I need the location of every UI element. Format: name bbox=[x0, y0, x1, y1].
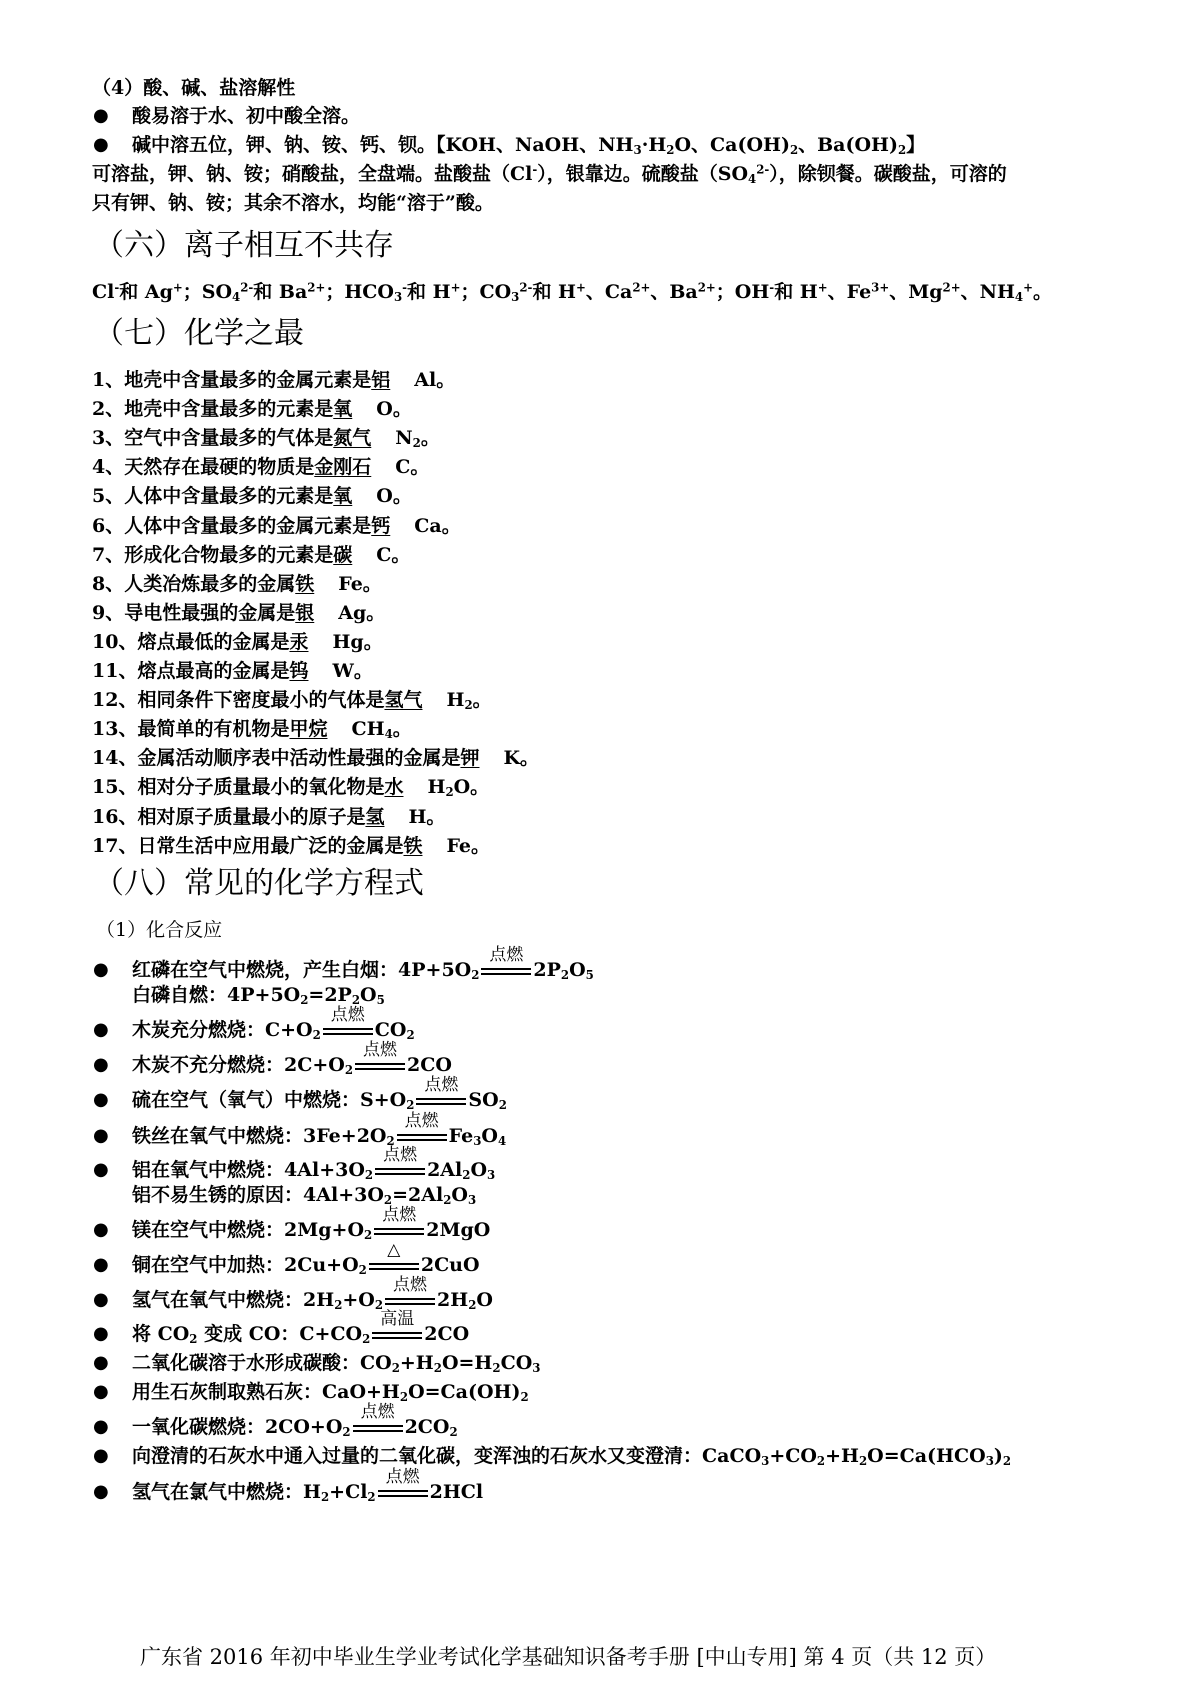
reaction-label: 氢气在氧气中燃烧： bbox=[132, 1289, 304, 1311]
reactants: $3Fe+2O_2$ bbox=[303, 1125, 395, 1148]
bullet-icon: ● bbox=[93, 1254, 109, 1275]
reaction-label: 红磷在空气中燃烧，产生白烟： bbox=[132, 959, 399, 981]
reactants: $2H_2+O_2$ bbox=[303, 1289, 384, 1312]
products: $2CO_2$ bbox=[404, 1416, 458, 1439]
reaction-label: 二氧化碳溶于水形成碳酸： bbox=[132, 1352, 361, 1374]
reaction-equation bbox=[132, 945, 594, 982]
solubility-heading: （4）酸、碱、盐溶解性 bbox=[92, 77, 296, 99]
bullet-icon: ● bbox=[93, 1481, 109, 1502]
bullet-icon: ● bbox=[93, 1219, 109, 1240]
reactants: $2C+O_2$ bbox=[284, 1054, 354, 1077]
superlative-item bbox=[92, 717, 412, 741]
reaction-equation bbox=[132, 1380, 529, 1404]
reaction-label: 氢气在氯气中燃烧： bbox=[132, 1481, 304, 1503]
reaction-label: 一氧化碳燃烧： bbox=[132, 1416, 266, 1438]
superlative-item bbox=[92, 455, 429, 479]
reaction-equation bbox=[132, 1309, 470, 1346]
reaction-equation bbox=[132, 1145, 496, 1182]
item-text: 天然存在最硬的物质是 bbox=[124, 456, 315, 479]
products: 2MgO bbox=[426, 1219, 491, 1241]
item-symbol: Fe。 bbox=[338, 572, 382, 595]
item-number: 8、 bbox=[92, 572, 125, 595]
item-text: 熔点最高的金属是 bbox=[137, 660, 290, 682]
condition-label: 点燃 bbox=[393, 1275, 428, 1295]
superlative-item bbox=[92, 397, 412, 421]
item-symbol: Fe。 bbox=[446, 834, 491, 857]
bullet-icon: ● bbox=[93, 1125, 109, 1146]
item-symbol: H。 bbox=[408, 805, 446, 828]
reaction-equation bbox=[132, 1402, 458, 1439]
item-symbol: O。 bbox=[376, 398, 412, 421]
reactants: $2CO+O_2$ bbox=[265, 1416, 351, 1439]
item-answer: 氧 bbox=[333, 398, 353, 421]
bullet-icon: ● bbox=[93, 959, 109, 980]
item-symbol: Ca。 bbox=[414, 514, 461, 537]
reaction-equation bbox=[132, 1275, 493, 1312]
bullet-icon: ● bbox=[93, 1054, 109, 1075]
item-symbol: C。 bbox=[395, 456, 430, 479]
item-text: 相同条件下密度最小的气体是 bbox=[137, 689, 385, 712]
reaction-condition-sign bbox=[373, 1145, 427, 1181]
products: $Fe_3O_4$ bbox=[448, 1125, 507, 1148]
item-symbol: $N_2$。 bbox=[395, 427, 440, 451]
bullet-icon: ● bbox=[93, 1416, 109, 1437]
products: $2H_2O$ bbox=[437, 1289, 493, 1312]
condition-label: △ bbox=[387, 1240, 401, 1260]
condition-label: 点燃 bbox=[330, 1005, 365, 1025]
item-text: 日常生活中应用最广泛的金属是 bbox=[137, 834, 404, 857]
section-8-title: （八）常见的化学方程式 bbox=[94, 866, 424, 901]
condition-label: 点燃 bbox=[404, 1111, 439, 1131]
reaction-equation bbox=[132, 1444, 1011, 1468]
condition-label: 点燃 bbox=[424, 1075, 459, 1095]
condition-label: 点燃 bbox=[385, 1467, 420, 1487]
base-solubility-line: 碱中溶五位，钾、钠、铵、钙、钡。【KOH、NaOH、$NH_3\cdot H_2O$、$Ca(OH)_2$、$Ba(OH)_2$】 bbox=[132, 134, 926, 157]
reaction-label: 铝在氧气中燃烧： bbox=[132, 1159, 285, 1181]
products: $SO_2$ bbox=[468, 1089, 507, 1112]
equation-text: $CO_2+H_2O=H_2CO_3$ bbox=[360, 1352, 541, 1375]
item-answer: 甲烷 bbox=[289, 718, 328, 741]
item-number: 6、 bbox=[92, 514, 125, 537]
item-number: 10、 bbox=[92, 630, 138, 653]
reactants: $2Cu+O_2$ bbox=[284, 1254, 367, 1277]
item-symbol: Ag。 bbox=[338, 601, 386, 624]
item-text: 最简单的有机物是 bbox=[137, 718, 290, 741]
item-symbol: W。 bbox=[332, 660, 373, 682]
bullet-icon: ● bbox=[93, 1019, 109, 1040]
item-answer: 汞 bbox=[289, 630, 309, 653]
item-number: 15、 bbox=[92, 776, 138, 799]
item-symbol: Al。 bbox=[414, 369, 456, 391]
equation-text: $CaO+H_2O=Ca(OH)_2$ bbox=[322, 1381, 529, 1404]
item-number: 13、 bbox=[92, 718, 138, 741]
equation-text: $CaCO_3+CO_2+H_2O=Ca(HCO_3)_2$ bbox=[702, 1445, 1012, 1468]
reaction-equation bbox=[132, 1075, 507, 1112]
products: $2P_2O_5$ bbox=[533, 959, 594, 982]
bullet-icon: ● bbox=[93, 1089, 109, 1110]
reaction-label: 铝不易生锈的原因： bbox=[132, 1184, 304, 1206]
item-symbol: C。 bbox=[376, 543, 411, 566]
item-symbol: $H_2$。 bbox=[446, 689, 492, 713]
condition-label: 高温 bbox=[380, 1309, 415, 1329]
item-number: 2、 bbox=[92, 398, 125, 421]
item-number: 4、 bbox=[92, 456, 125, 479]
reactants: $C+O_2$ bbox=[265, 1019, 321, 1042]
superlative-item bbox=[92, 426, 440, 450]
products: 2CuO bbox=[420, 1254, 480, 1276]
products: 2HCl bbox=[429, 1481, 484, 1503]
reaction-condition-sign bbox=[479, 945, 533, 981]
synthesis-reaction-subtitle: （1）化合反应 bbox=[96, 919, 223, 941]
reaction-label: 向澄清的石灰水中通入过量的二氧化碳，变浑浊的石灰水又变澄清： bbox=[132, 1445, 703, 1467]
products: 2CO bbox=[407, 1054, 452, 1076]
item-number: 14、 bbox=[92, 747, 138, 770]
condition-label: 点燃 bbox=[363, 1040, 398, 1060]
item-number: 5、 bbox=[92, 485, 125, 508]
salt-solubility-line-2: 只有钾、钠、铵；其余不溶水，均能“溶于”酸。 bbox=[92, 192, 494, 214]
section-7-title: （七）化学之最 bbox=[94, 316, 304, 351]
bullet-icon: ● bbox=[93, 134, 109, 155]
equation-text: $4P+5O_2=2P_2O_5$ bbox=[227, 984, 385, 1007]
item-answer: 铁 bbox=[295, 572, 315, 595]
bullet-icon: ● bbox=[93, 1445, 109, 1466]
reaction-label: 铜在空气中加热： bbox=[132, 1254, 285, 1276]
item-answer: 钨 bbox=[289, 660, 309, 682]
item-number: 16、 bbox=[92, 805, 138, 828]
item-text: 空气中含量最多的气体是 bbox=[124, 427, 334, 450]
item-text: 相对分子质量最小的氧化物是 bbox=[137, 776, 385, 799]
superlative-item bbox=[92, 630, 383, 654]
reaction-condition-sign bbox=[351, 1402, 405, 1438]
item-text: 地壳中含量最多的金属元素是 bbox=[124, 369, 372, 391]
bullet-icon: ● bbox=[93, 1352, 109, 1373]
reaction-equation bbox=[132, 1205, 491, 1242]
salt-solubility-line-1: 可溶盐，钾、钠、铵；硝酸盐，全盘端。盐酸盐（Cl-），银靠边。硫酸盐$(SO_4^{2-})$，除钡餐。碳酸盐，可溶的 bbox=[92, 162, 1007, 186]
item-text: 相对原子质量最小的原子是 bbox=[137, 805, 366, 828]
superlative-item bbox=[92, 572, 382, 596]
item-symbol: O。 bbox=[376, 485, 412, 508]
item-answer: 钾 bbox=[460, 747, 480, 770]
reaction-label: 木炭充分燃烧： bbox=[132, 1019, 266, 1041]
item-text: 人类冶炼最多的金属 bbox=[124, 572, 296, 595]
item-answer: 氧 bbox=[333, 485, 353, 508]
condition-label: 点燃 bbox=[382, 1205, 417, 1225]
bullet-icon: ● bbox=[93, 1381, 109, 1402]
bullet-icon: ● bbox=[93, 1159, 109, 1180]
reaction-label: 用生石灰制取熟石灰： bbox=[132, 1381, 323, 1403]
equation-text: $4Al+3O_2=2Al_2O_3$ bbox=[303, 1184, 477, 1207]
superlative-item bbox=[92, 805, 445, 829]
item-number: 9、 bbox=[92, 601, 125, 624]
item-text: 导电性最强的金属是 bbox=[124, 601, 296, 624]
products: $2Al_2O_3$ bbox=[427, 1159, 496, 1182]
reaction-equation bbox=[132, 1351, 540, 1375]
item-answer: 钙 bbox=[371, 514, 391, 537]
item-answer: 碳 bbox=[333, 543, 353, 566]
superlative-item bbox=[92, 601, 385, 625]
products: 2CO bbox=[424, 1323, 470, 1345]
item-number: 12、 bbox=[92, 689, 138, 712]
superlative-item bbox=[92, 659, 373, 683]
reaction-condition-sign bbox=[376, 1467, 430, 1503]
condition-label: 点燃 bbox=[489, 945, 524, 965]
reaction-equation bbox=[132, 1111, 507, 1148]
page-footer: 广东省 2016 年初中毕业生学业考试化学基础知识备考手册 [中山专用] 第 4 页（共 12 页） bbox=[140, 1645, 997, 1669]
item-answer: 铁 bbox=[403, 834, 423, 857]
item-text: 金属活动顺序表中活动性最强的金属是 bbox=[137, 747, 461, 770]
superlative-item bbox=[92, 514, 461, 538]
item-symbol: $H_2O$。 bbox=[427, 776, 490, 800]
reaction-equation bbox=[132, 1040, 452, 1077]
item-answer: 氢气 bbox=[384, 689, 423, 712]
reaction-equation bbox=[132, 1467, 484, 1504]
item-number: 11、 bbox=[92, 660, 138, 682]
item-number: 17、 bbox=[92, 834, 138, 857]
condition-label: 点燃 bbox=[360, 1402, 395, 1422]
reaction-condition-sign bbox=[414, 1075, 468, 1111]
item-answer: 金刚石 bbox=[314, 456, 372, 479]
reaction-condition-sign bbox=[353, 1040, 407, 1076]
item-text: 人体中含量最多的元素是 bbox=[124, 485, 334, 508]
section-6-title: （六）离子相互不共存 bbox=[94, 228, 394, 263]
superlative-item bbox=[92, 834, 490, 858]
item-text: 人体中含量最多的金属元素是 bbox=[124, 514, 372, 537]
item-answer: 铝 bbox=[371, 369, 391, 391]
reaction-label: 硫在空气（氧气）中燃烧： bbox=[132, 1089, 361, 1111]
ion-pairs-line: Cl-和 Ag+；$SO_4^{2-}$和 $Ba^{2+}$；$HCO_3^-$和 H+；$CO_3^{2-}$和 H+、$Ca^{2+}$、$Ba^{2+}$；OH-和 H+、$Fe^{3+}$、$Mg^{2+}$、$NH_4^+$。 bbox=[92, 280, 1052, 304]
superlative-item bbox=[92, 775, 489, 799]
item-text: 形成化合物最多的元素是 bbox=[124, 543, 334, 566]
item-text: 熔点最低的金属是 bbox=[137, 630, 290, 653]
reaction-label: 白磷自燃： bbox=[132, 984, 228, 1006]
superlative-item bbox=[92, 746, 539, 770]
item-answer: 水 bbox=[384, 776, 404, 799]
reactants: $4Al+3O_2$ bbox=[284, 1159, 374, 1182]
reaction-condition-sign bbox=[370, 1309, 424, 1345]
reactants: $4P+5O_2$ bbox=[398, 959, 480, 982]
reaction-label: 铁丝在氧气中燃烧： bbox=[132, 1125, 304, 1147]
item-number: 1、 bbox=[92, 369, 125, 391]
reactants: $C+CO_2$ bbox=[299, 1323, 371, 1346]
bullet-icon: ● bbox=[93, 1289, 109, 1310]
condition-label: 点燃 bbox=[383, 1145, 418, 1165]
reaction-label: 木炭不充分燃烧： bbox=[132, 1054, 285, 1076]
item-answer: 银 bbox=[295, 601, 315, 624]
reaction-label: 镁在空气中燃烧： bbox=[132, 1219, 285, 1241]
superlative-item bbox=[92, 484, 412, 508]
reactants: $H_2+Cl_2$ bbox=[303, 1481, 376, 1504]
item-symbol: Hg。 bbox=[332, 630, 383, 653]
superlative-item bbox=[92, 688, 492, 712]
item-answer: 氮气 bbox=[333, 427, 372, 450]
reactants: $S+O_2$ bbox=[360, 1089, 415, 1112]
item-text: 地壳中含量最多的元素是 bbox=[124, 398, 334, 421]
products: $CO_2$ bbox=[374, 1019, 415, 1042]
superlative-item bbox=[92, 543, 410, 567]
reaction-label: 将 $CO_2$ 变成 CO： bbox=[132, 1323, 300, 1346]
item-answer: 氢 bbox=[365, 805, 385, 828]
item-number: 7、 bbox=[92, 543, 125, 566]
acid-solubility-line: 酸易溶于水、初中酸全溶。 bbox=[132, 105, 361, 127]
item-symbol: $CH_4$。 bbox=[351, 718, 412, 742]
item-symbol: K。 bbox=[503, 747, 539, 770]
superlative-item bbox=[92, 368, 455, 392]
reactants: $2Mg+O_2$ bbox=[284, 1219, 373, 1242]
bullet-icon: ● bbox=[93, 1323, 109, 1344]
bullet-icon: ● bbox=[93, 105, 109, 126]
item-number: 3、 bbox=[92, 427, 125, 450]
